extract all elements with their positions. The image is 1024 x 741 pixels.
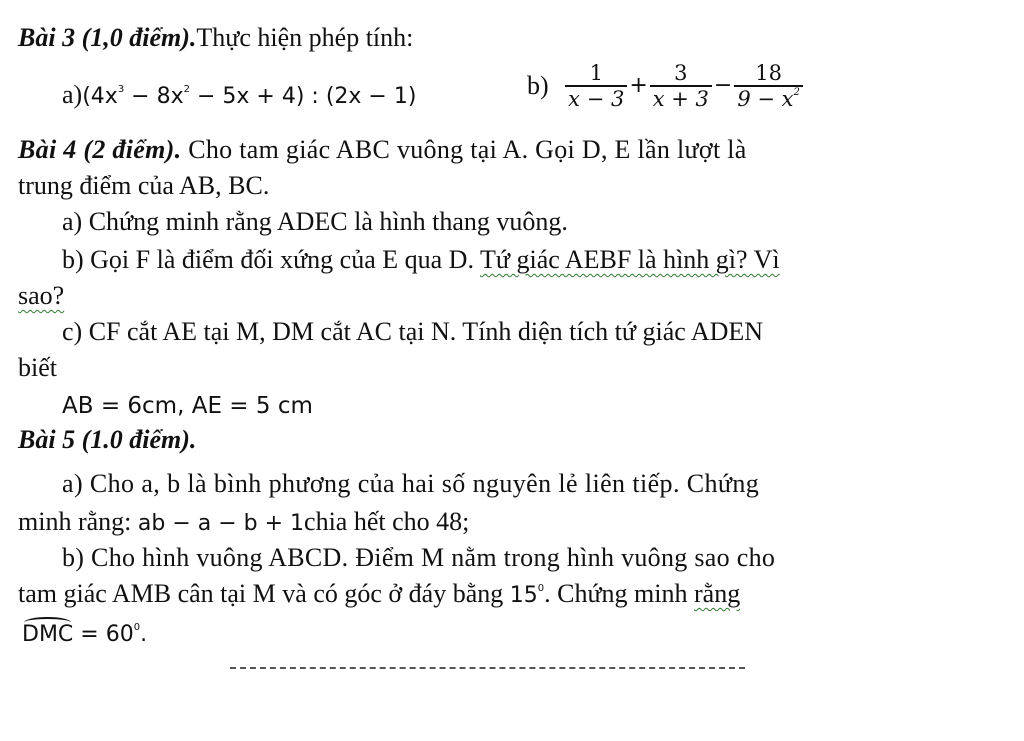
bai3-heading: Bài 3 (1,0 điểm). <box>18 23 197 52</box>
bai4-b-question: Tứ giác AEBF là hình gì? Vì <box>480 245 780 274</box>
bai5-b-rest: . Chứng minh <box>544 579 694 608</box>
bai5-b-text: tam giác AMB cân tại M và có góc ở đáy bằng <box>18 579 510 608</box>
fraction-1 <box>565 61 627 111</box>
angle-dmc: DMC <box>22 622 74 647</box>
bai3-a-expression <box>82 84 416 109</box>
bai3-part-a <box>62 81 416 110</box>
bai4-line2: trung điểm của AB, BC. <box>18 171 270 200</box>
bai4-line1 <box>18 136 747 165</box>
bai5-angle-line <box>22 622 147 647</box>
fraction-3-denominator <box>734 85 803 111</box>
degree-mark: 0 <box>537 583 545 594</box>
angle-dmc-value: = 60 <box>73 622 134 647</box>
bai5-a-math: ab − a − b + 1 <box>137 511 305 536</box>
bai5-part-b-line1: b) Cho hình vuông ABCD. Điểm M nằm trong hình vuông sao cho <box>62 543 776 572</box>
bai3-b-label: b) <box>527 70 549 100</box>
bai4-heading: Bài 4 (2 điểm). <box>18 135 182 164</box>
dashed-divider <box>230 667 745 669</box>
fraction-3 <box>734 61 803 111</box>
expr-rest: − 5x + 4) : (2x − 1) <box>190 84 417 109</box>
expr-open: (4x <box>82 84 118 109</box>
bai5-part-a-line1: a) Cho a, b là bình phương của hai số nguyên lẻ liên tiếp. Chứng <box>62 469 760 498</box>
bai4-text-line1: Cho tam giác ABC vuông tại A. Gọi D, E lần lượt là <box>188 135 747 164</box>
fraction-2 <box>650 61 712 111</box>
bai4-part-b <box>62 246 780 275</box>
angle-value: 15 <box>509 583 538 608</box>
minus-operator: − <box>713 73 733 99</box>
fraction-3-exp: 2 <box>793 87 800 99</box>
bai3-a-label: a) <box>62 80 83 109</box>
bai4-part-a: a) Chứng minh rằng ADEC là hình thang vuông. <box>62 207 568 236</box>
bai5-part-b-line2 <box>18 580 740 609</box>
fraction-3-numerator: 18 <box>755 61 782 85</box>
plus-operator: + <box>629 73 648 99</box>
fraction-1-denominator: x − 3 <box>565 85 627 111</box>
bai4-part-b-cont: sao? <box>18 281 65 310</box>
bai5-part-a-line2 <box>18 508 469 537</box>
angle-dmc-end: . <box>140 622 148 647</box>
bai4-b-text: b) Gọi F là điểm đối xứng của E qua D. <box>62 245 480 274</box>
expr-mid: − 8x <box>124 84 184 109</box>
bai5-b-angle <box>510 583 544 608</box>
bai3-title-line <box>18 24 413 53</box>
fraction-1-numerator: 1 <box>589 61 603 85</box>
bai4-part-c-line1: c) CF cắt AE tại M, DM cắt AC tại N. Tính diện tích tứ giác ADEN <box>62 317 764 346</box>
fraction-2-numerator: 3 <box>674 61 688 85</box>
bai5-b-wavy: rằng <box>694 579 741 608</box>
bai4-part-c-line2: biết <box>18 353 57 382</box>
bai3-intro: Thực hiện phép tính: <box>196 23 414 52</box>
bai5-a-rest: chia hết cho 48; <box>304 507 470 536</box>
bai5-heading: Bài 5 (1.0 điểm). <box>18 425 197 454</box>
exp-2: 2 <box>183 84 190 95</box>
fraction-2-denominator: x + 3 <box>650 85 712 111</box>
bai3-part-b <box>527 61 803 111</box>
exp-3: 3 <box>117 84 125 95</box>
bai5-a-text: minh rằng: <box>18 507 138 536</box>
bai4-given: AB = 6cm, AE = 5 cm <box>62 393 313 419</box>
angle-dmc-degree: 0 <box>133 622 141 633</box>
fraction-3-den-text: 9 − x <box>737 87 794 112</box>
